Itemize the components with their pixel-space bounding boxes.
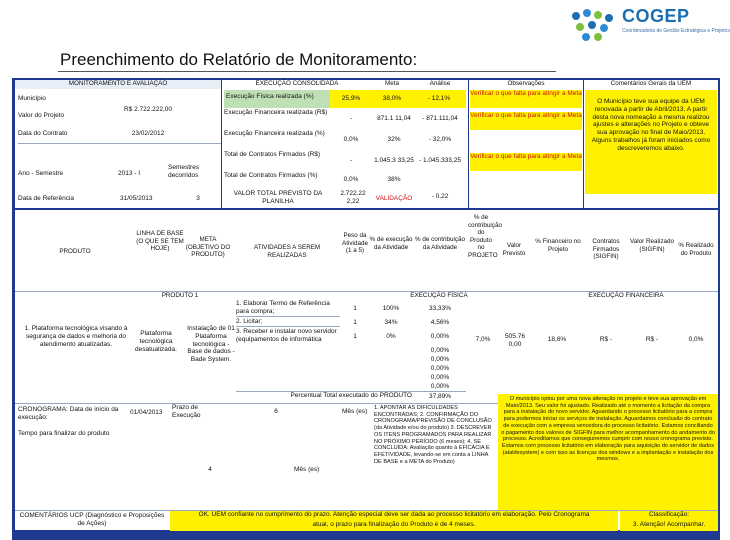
col-pct-financeiro: % Financeiro no Projeto bbox=[535, 238, 581, 253]
classificacao-value: 3. Atenção! Acompanhar. bbox=[620, 521, 718, 531]
activity-contribuicao: 0,00% bbox=[430, 346, 450, 354]
ano-semestre-value: 2013 - I bbox=[118, 170, 141, 177]
cogep-logo-icon bbox=[566, 4, 624, 44]
status-instructions: 1. APONTAR AS DIFICULDADES ENCONTRADAS; 2. CONFIRMAÇÃO DO CRONOGRAMA/PREVISÃO DE CONCLUSÃO (da Atividade e/ou do produto) 3. DESCREVER OS ITENS PROGRAMADOS PARA REALIZAR NO PRÓXIMO PERÍODO (6 meses); 4. SE CONCLUÍDA: Avaliação quanto à EFICÁCIA E EFETIVIDADE, levando-se em conta a LINHA DE BASE e a META do Produto) bbox=[374, 405, 492, 465]
exec-row-value: 0,0% bbox=[343, 136, 359, 144]
footer-text-line2: atual, o prazo para finalização do Produto é de 4 meses. bbox=[170, 521, 618, 531]
data-contrato-label: Data do Contrato bbox=[18, 130, 68, 137]
pct-realizado: 0,0% bbox=[688, 336, 704, 344]
footer-text-line1: OK. UEM confiante no cumprimento do prazo. Atenção especial deve ser dada ao processo licitatório em elaboração. Pelo Cronograma bbox=[170, 511, 618, 521]
comentarios-text: O Município teve sua equipe da UEM renovada a partir de Abril/2013. A partir desta nova nomeação a mesma realizou ajustes e alterações no Projeto e obteve sua aprovação no final de Maio/2013. Alguns trabalhos já foram iniciados como descreveremos abaixo. bbox=[585, 90, 717, 194]
semestres-decorridos-value: 3 bbox=[196, 195, 200, 202]
cronograma-comment: O município optou por uma nova alteração no projeto e teve sua aprovação em Maio/2013. Seu valor foi ajustado. Realizado até o momento a licitação da compra para a instalação do novo servidor. Aguardando o processo licitatório para a compra para podermos iniciar os serviços de instalação. Aguardamos conclusão do contrato de execução com a empresa vencedora do processo licitatório. Estamos conciliando o pagamento dos valores de SIGFIN para melhor acompanhamento do andamento do processo. Acreditamos que conseguiremos cumprir com nosso cronograma previsto. Estamos com processo licitatório em elaboração para aquisição do servidor de dados (ataldesystem) e com isso as licenças dos windows e a implantação e instalação dos mesmos. bbox=[498, 394, 718, 510]
exec-row-meta: 38% bbox=[387, 176, 401, 184]
execucao-financeira-label: EXECUÇÃO FINANCEIRA bbox=[588, 292, 664, 299]
col-valor-previsto: Valor Previsto bbox=[502, 242, 526, 257]
exec-row-value: 25,9% bbox=[330, 90, 372, 108]
prazo-value: 6 bbox=[274, 408, 278, 415]
exec-row-analise: - 871.111,04 bbox=[422, 115, 458, 123]
tempo-value: 4 bbox=[208, 466, 212, 473]
activity-contribuicao: 0,00% bbox=[430, 373, 450, 381]
execucao-header: EXECUÇÃO CONSOLIDADA bbox=[255, 80, 339, 87]
exec-row-analise bbox=[414, 172, 466, 188]
activity-execucao: 0% bbox=[386, 332, 396, 340]
tempo-unit: Mês (es) bbox=[294, 466, 320, 473]
valor-total-label: VALOR TOTAL PREVISTO DA PLANILHA bbox=[233, 190, 323, 205]
observacao-item: Verificar o que falta para atingir a Meta bbox=[470, 153, 582, 171]
exec-row-analise: - 32,0% bbox=[428, 136, 452, 144]
contribuicao-produto: 7,0% bbox=[475, 336, 491, 344]
valor-previsto: 505.76 0,00 bbox=[505, 333, 525, 348]
col-linha-base: LINHA DE BASE (O QUE SE TEM HOJE) bbox=[136, 230, 184, 253]
valor-projeto-value: R$ 2.722.222,00 bbox=[123, 106, 173, 113]
valor-projeto-label: Valor do Projeto bbox=[18, 112, 65, 119]
prazo-label: Prazo de Execução bbox=[172, 404, 201, 419]
col-produto: PRODUTO bbox=[59, 248, 91, 255]
activity-contribuicao: 0,00% bbox=[430, 364, 450, 372]
ano-semestre-label: Ano - Semestre bbox=[18, 170, 64, 177]
exec-row-label: Execução Física realizada (%) bbox=[224, 90, 330, 108]
slide-title: Preenchimento do Relatório de Monitoramento: bbox=[60, 50, 418, 69]
cronograma-data-inicio: 01/04/2013 bbox=[130, 409, 163, 416]
col-pct-contribuicao: % de contribuição da Atividade bbox=[414, 236, 466, 251]
col-pct-execucao: % de execução da Atividade bbox=[369, 236, 413, 251]
activity-name: 3. Receber e instalar novo servidor (equipamentos de informática bbox=[236, 328, 340, 345]
comentarios-header: Comentários Gerais da UEM bbox=[610, 80, 692, 87]
observacao-item: Verificar o que falta para atingir a Meta bbox=[470, 112, 582, 130]
exec-row-meta: 1.045.3 33,25 bbox=[374, 157, 414, 165]
activity-name: 1. Elaborar Termo de Referência para compra; bbox=[236, 300, 340, 317]
activity-peso: 1 bbox=[353, 304, 357, 312]
valor-sigfin: R$ - bbox=[645, 336, 659, 344]
prazo-unit: Mês (es) bbox=[342, 408, 368, 415]
activity-peso: 1 bbox=[353, 318, 357, 326]
exec-row-meta: 38,0% bbox=[372, 90, 412, 108]
activity-contribuicao: 4,56% bbox=[430, 318, 450, 326]
percentual-total-label: Percentual Total executado do PRODUTO bbox=[290, 392, 412, 399]
monitoring-sheet bbox=[12, 78, 720, 540]
left-panel-header: MONITORAMENTO E AVALIAÇÃO bbox=[15, 80, 221, 89]
pct-financeiro: 18,6% bbox=[547, 336, 567, 344]
exec-row-meta: 32% bbox=[387, 136, 401, 144]
col-valor-sigfin: Valor Realizado (SIGFIN) bbox=[630, 238, 674, 253]
activity-contribuicao: 0,00% bbox=[430, 382, 450, 390]
linha-base-value: Plataforma tecnológica desatualizada. bbox=[135, 330, 177, 353]
activity-execucao: 34% bbox=[384, 318, 398, 326]
activity-contribuicao: 0,00% bbox=[430, 355, 450, 363]
semestres-decorridos-label: Semestres decorridos bbox=[168, 164, 200, 179]
exec-row-analise: - 12,1% bbox=[412, 90, 466, 108]
exec-row-value: - bbox=[349, 115, 353, 123]
exec-row-value: - bbox=[349, 157, 353, 165]
contratos-firmados: R$ - bbox=[599, 336, 613, 344]
cronograma-label: CRONOGRAMA: Data de início da execução: bbox=[18, 406, 119, 421]
validacao-label: VALIDAÇÃO bbox=[375, 195, 413, 202]
produto-label: PRODUTO 1 bbox=[161, 292, 199, 299]
activity-name: 2. Licitar; bbox=[236, 318, 340, 327]
validacao-value: - 0,22 bbox=[431, 193, 449, 201]
exec-row-value: 0,0% bbox=[343, 176, 359, 184]
title-underline bbox=[58, 71, 556, 72]
produto-name: 1. Plataforma tecnológica visando à segurança de dados e melhoria do atendimento atualizadas. bbox=[24, 325, 128, 348]
percentual-total-value: 37,89% bbox=[428, 392, 452, 400]
activity-contribuicao: 33,33% bbox=[428, 304, 452, 312]
municipio-label: Município bbox=[18, 95, 46, 102]
meta-header: Meta bbox=[385, 80, 399, 87]
observacoes-header: Observações bbox=[507, 80, 545, 87]
exec-row-meta: 871.1 11,04 bbox=[377, 115, 411, 123]
data-referencia-label: Data de Referência bbox=[18, 195, 75, 202]
meta-value: Instalação de 01 Plataforma tecnológica - Base de dados - Bade System. bbox=[187, 325, 235, 364]
activity-execucao: 100% bbox=[382, 304, 400, 312]
data-contrato-value: 23/02/2012 bbox=[131, 130, 165, 137]
col-contratos-firmados: Contratos Firmados (SIGFIN) bbox=[592, 238, 620, 261]
exec-row-label: Total de Contratos Firmados (%) bbox=[224, 172, 330, 188]
exec-row-label: Execução Financeira realizada (R$) bbox=[224, 109, 330, 129]
tempo-label: Tempo para finalizar do produto bbox=[18, 430, 110, 437]
observacao-item: Verificar o que falta para atingir a Meta bbox=[470, 90, 582, 108]
logo-name: COGEP bbox=[622, 6, 690, 26]
exec-row-label: Execução Financeira realizada (%) bbox=[224, 130, 330, 150]
execucao-fisica-label: EXECUÇÃO FÍSICA bbox=[410, 292, 468, 299]
col-pct-realizado: % Realizado do Produto bbox=[678, 242, 714, 257]
activity-peso: 1 bbox=[353, 332, 357, 340]
comentarios-ucp-label: COMENTÁRIOS UCP (Diagnóstico e Proposições de Ações) bbox=[19, 512, 165, 527]
col-peso: Peso da Atividade (1 a 5) bbox=[342, 232, 368, 255]
analise-header: Análise bbox=[429, 80, 451, 87]
exec-row-label: Total de Contratos Firmados (R$) bbox=[224, 151, 330, 171]
classificacao-label: Classificação: bbox=[620, 511, 718, 521]
valor-total-value: 2.722.22 2,22 bbox=[340, 190, 366, 205]
exec-row-analise: - 1.045.333,25 bbox=[419, 157, 461, 165]
logo-subtitle: Coordenadoria de Gestão Estratégica e Projetos bbox=[622, 28, 730, 34]
col-pct-contribuicao-produto: % de contribuição do Produto no PROJETO bbox=[468, 214, 502, 259]
data-referencia-value: 31/05/2013 bbox=[120, 195, 153, 202]
divider bbox=[18, 143, 221, 144]
col-meta: META (OBJETIVO DO PRODUTO) bbox=[185, 236, 231, 259]
activity-contribuicao: 0,00% bbox=[430, 332, 450, 340]
col-atividades: ATIVIDADES A SEREM REALIZADAS bbox=[253, 244, 321, 259]
